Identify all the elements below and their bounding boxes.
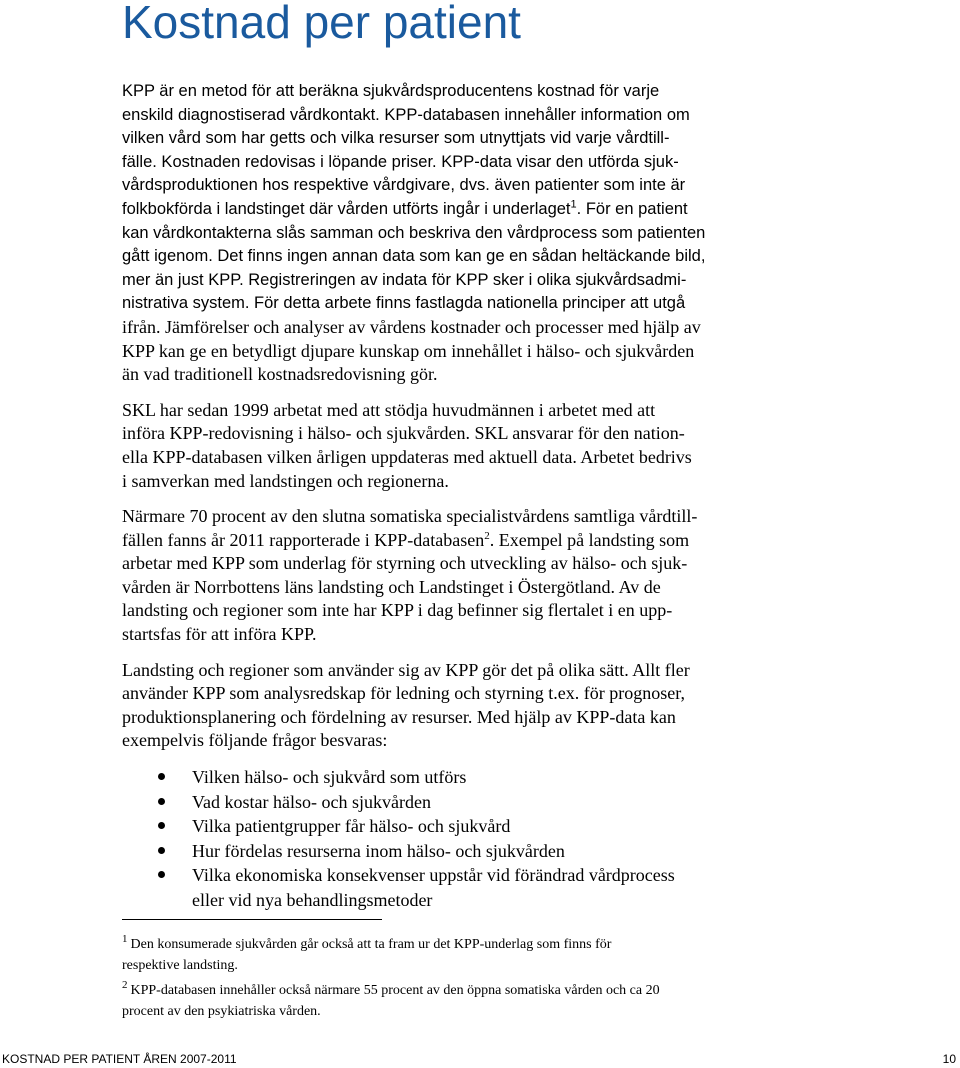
list-item-text: Hur fördelas resurserna inom hälso- och sjukvården <box>192 840 565 861</box>
text-line <box>122 151 772 175</box>
text-segment: nistrativa system. För detta arbete finns fastlagda nationella principer att utgå <box>122 294 686 313</box>
body-text <box>122 80 772 912</box>
text-line <box>122 505 772 529</box>
text-segment: Närmare 70 procent av den slutna somatiska specialistvårdens samtliga vårdtill- <box>122 506 698 527</box>
text-line <box>122 316 772 340</box>
text-segment: gått igenom. Det finns ingen annan data som kan ge en sådan heltäckande bild, <box>122 247 706 266</box>
text-line <box>122 292 772 316</box>
list-item <box>122 790 772 815</box>
footnote-number: 2 <box>122 979 128 992</box>
text-line <box>122 599 772 623</box>
paragraph-usage <box>122 659 772 753</box>
text-segment: . Exempel på landsting som <box>489 529 690 550</box>
text-line: produktionsplanering och fördelning av resurser. Med hjälp av KPP-data kan <box>122 706 676 727</box>
text-segment: fälle. Kostnaden redovisas i löpande priser. KPP-data visar den utförda sjuk- <box>122 152 679 171</box>
text-line: införa KPP-redovisning i hälso- och sjukvården. SKL ansvarar för den nation- <box>122 423 685 444</box>
footnote-text: KPP-databasen innehåller också närmare 55 procent av den öppna somatiska vården och ca 20 <box>130 983 660 998</box>
text-line <box>122 80 772 104</box>
text-segment: kan vårdkontakterna slås samman och beskriva den vårdprocess som patienten <box>122 223 706 242</box>
text-line <box>122 198 772 222</box>
list-item-text: eller vid nya behandlingsmetoder <box>192 889 433 910</box>
footnote-text: Den konsumerade sjukvården går också att ta fram ur det KPP-underlag som finns för <box>130 937 612 952</box>
page-number: 10 <box>942 1052 956 1066</box>
text-line: använder KPP som analysredskap för ledning och styrning t.ex. för prognoser, <box>122 683 685 704</box>
text-line <box>122 623 772 647</box>
bullet-icon <box>158 798 165 805</box>
text-segment: vårdsproduktionen hos respektive vårdgivare, dvs. även patienter som inte är <box>122 176 686 195</box>
paragraph-intro <box>122 80 772 387</box>
text-line: SKL har sedan 1999 arbetat med att stödja huvudmännen i arbetet med att <box>122 399 656 420</box>
text-segment: ifrån. Jämförelser och analyser av vårdens kostnader och processer med hjälp av <box>122 316 701 337</box>
footnote-reference: 1 <box>570 198 577 211</box>
bullet-icon <box>158 847 165 854</box>
bullet-icon <box>158 773 165 780</box>
text-segment: mer än just KPP. Registreringen av indata för KPP sker i olika sjukvårdsadmi- <box>122 270 687 289</box>
list-item <box>122 863 772 912</box>
list-item-text: Vad kostar hälso- och sjukvården <box>192 791 431 812</box>
paragraph-skl <box>122 399 772 493</box>
bullet-icon <box>158 871 165 878</box>
text-line <box>122 245 772 269</box>
text-line <box>122 174 772 198</box>
text-segment: landsting och regioner som inte har KPP i dag befinner sig flertalet i en upp- <box>122 600 673 621</box>
text-line: i samverkan med landstingen och regionerna. <box>122 470 449 491</box>
text-line: exempelvis följande frågor besvaras: <box>122 730 388 751</box>
text-segment: . För en patient <box>576 199 688 218</box>
text-segment: fällen fanns år 2011 rapporterade i KPP-databasen <box>122 529 485 550</box>
text-line <box>122 363 772 387</box>
list-item-text: Vilka patientgrupper får hälso- och sjukvård <box>192 816 511 837</box>
footnote-separator <box>122 919 382 920</box>
list-item-text: Vilka ekonomiska konsekvenser uppstår vid förändrad vårdprocess <box>192 865 675 886</box>
footer-title: KOSTNAD PER PATIENT ÅREN 2007-2011 <box>2 1052 237 1066</box>
text-line: ella KPP-databasen vilken årligen uppdateras med aktuell data. Arbetet bedrivs <box>122 446 692 467</box>
text-segment: vården är Norrbottens läns landsting och Landstinget i Östergötland. Av de <box>122 576 661 597</box>
page-title: Kostnad per patient <box>122 0 521 48</box>
text-line: Landsting och regioner som använder sig av KPP gör det på olika sätt. Allt fler <box>122 659 690 680</box>
paragraph-coverage <box>122 505 772 647</box>
list-item <box>122 814 772 839</box>
text-line <box>122 222 772 246</box>
footnote-reference: 2 <box>484 529 490 542</box>
footnote-text: procent av den psykiatriska vården. <box>122 1004 321 1019</box>
list-item <box>122 839 772 864</box>
bullet-icon <box>158 822 165 829</box>
text-line <box>122 340 772 364</box>
footnotes <box>122 934 762 1026</box>
text-line <box>122 269 772 293</box>
text-line <box>122 576 772 600</box>
footnote <box>122 980 762 1022</box>
text-segment: folkbokförda i landstinget där vården utförts ingår i underlaget <box>122 199 571 218</box>
text-segment: enskild diagnostiserad vårdkontakt. KPP-databasen innehåller information om <box>122 105 690 124</box>
text-segment: startsfas för att införa KPP. <box>122 624 317 645</box>
text-segment: KPP kan ge en betydligt djupare kunskap om innehållet i hälso- och sjukvården <box>122 340 695 361</box>
text-segment: vilken vård som har getts och vilka resurser som utnyttjats vid varje vårdtill- <box>122 129 670 148</box>
text-segment: KPP är en metod för att beräkna sjukvårdsproducentens kostnad för varje <box>122 82 660 100</box>
list-item-text: Vilken hälso- och sjukvård som utförs <box>192 767 467 788</box>
list-item <box>122 765 772 790</box>
text-segment: än vad traditionell kostnadsredovisning gör. <box>122 364 438 385</box>
text-line <box>122 529 772 553</box>
footnote <box>122 934 762 976</box>
question-list <box>122 765 772 912</box>
footnote-text: respektive landsting. <box>122 958 238 973</box>
text-line <box>122 127 772 151</box>
text-line <box>122 104 772 128</box>
footnote-number: 1 <box>122 933 128 946</box>
text-segment: arbetar med KPP som underlag för styrning och utveckling av hälso- och sjuk- <box>122 553 688 574</box>
text-line <box>122 552 772 576</box>
